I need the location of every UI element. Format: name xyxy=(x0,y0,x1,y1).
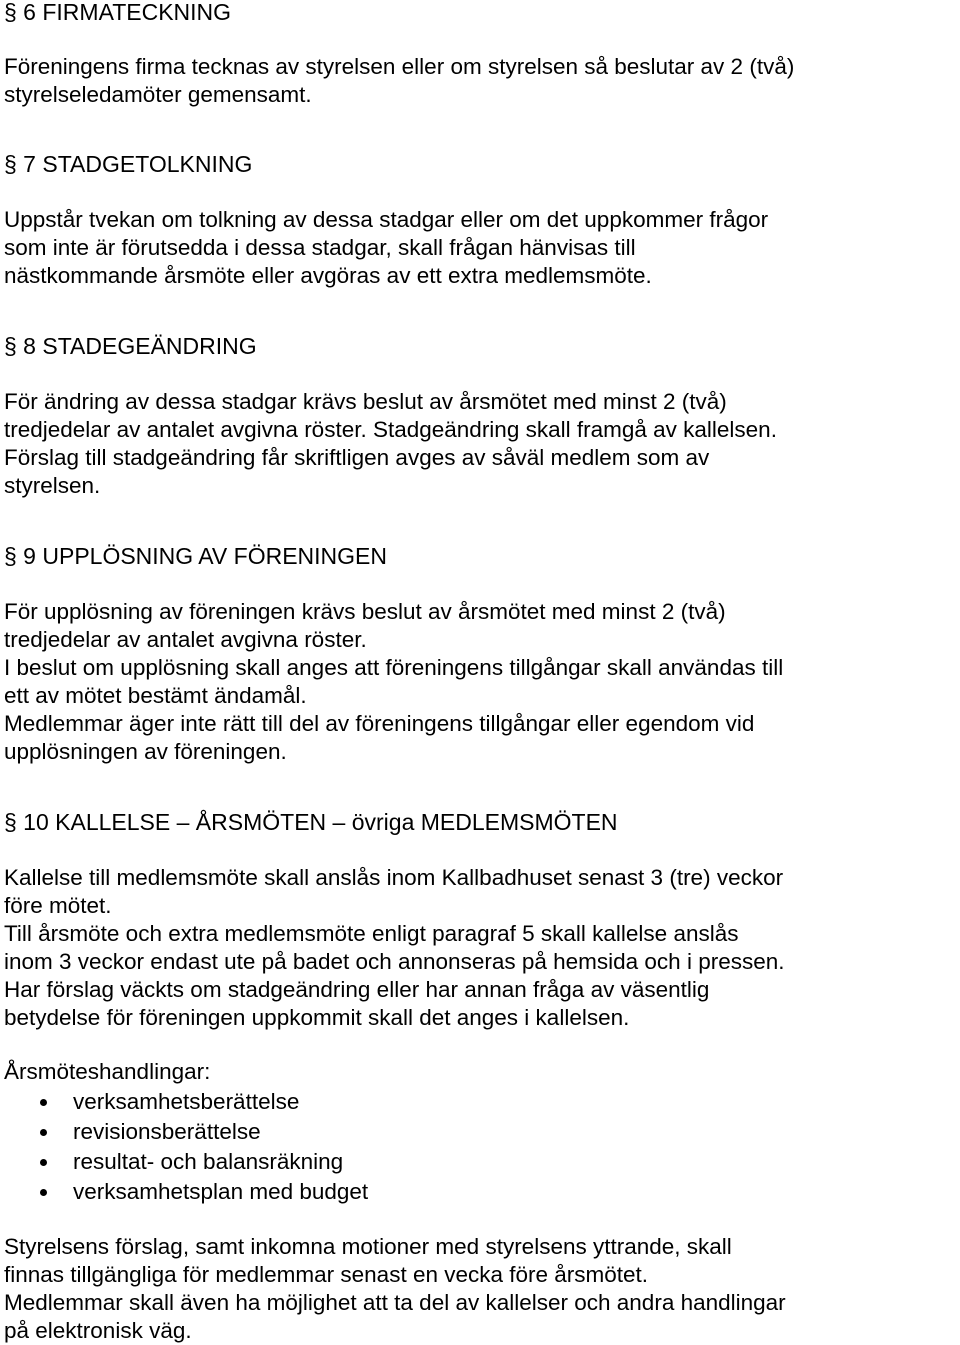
text-line: I beslut om upplösning skall anges att föreningens tillgångar skall användas till xyxy=(4,655,784,680)
text-line: tredjedelar av antalet avgivna röster. Stadgeändring skall framgå av kallelsen. xyxy=(4,417,777,442)
text-line: Medlemmar äger inte rätt till del av föreningens tillgångar eller egendom vid xyxy=(4,711,755,736)
text-line: betydelse för föreningen uppkommit skall det anges i kallelsen. xyxy=(4,1005,630,1030)
bullet-icon xyxy=(40,1129,47,1136)
text-line: Förslag till stadgeändring får skriftligen avges av såväl medlem som av xyxy=(4,445,710,470)
bullet-icon xyxy=(40,1099,47,1106)
list-item-text: resultat- och balansräkning xyxy=(73,1149,344,1174)
text-line: nästkommande årsmöte eller avgöras av ett extra medlemsmöte. xyxy=(4,263,652,288)
text-line: upplösningen av föreningen. xyxy=(4,739,287,764)
documents-label xyxy=(4,1058,956,1086)
list-item-text: verksamhetsberättelse xyxy=(73,1089,300,1114)
list-item-text: revisionsberättelse xyxy=(73,1119,261,1144)
text-line: ett av mötet bestämt ändamål. xyxy=(4,683,307,708)
list-item xyxy=(4,1147,368,1177)
section-9-body xyxy=(4,598,956,766)
section-10-heading: § 10 KALLELSE – ÅRSMÖTEN – övriga MEDLEMSMÖTEN xyxy=(4,809,618,835)
text-line: Har förslag väckts om stadgeändring eller har annan fråga av väsentlig xyxy=(4,977,710,1002)
section-8-body xyxy=(4,388,956,500)
bullet-icon xyxy=(40,1159,47,1166)
text-line: före mötet. xyxy=(4,893,112,918)
text-line: Styrelsens förslag, samt inkomna motioner med styrelsens yttrande, skall xyxy=(4,1234,732,1259)
list-item xyxy=(4,1087,368,1117)
text-line: som inte är förutsedda i dessa stadgar, skall frågan hänvisas till xyxy=(4,235,636,260)
section-7-heading: § 7 STADGETOLKNING xyxy=(4,151,253,177)
list-item xyxy=(4,1117,368,1147)
text-line: finnas tillgängliga för medlemmar senast en vecka före årsmötet. xyxy=(4,1262,649,1287)
text-line: styrelseledamöter gemensamt. xyxy=(4,82,312,107)
list-item xyxy=(4,1177,368,1207)
closing-paragraph xyxy=(4,1233,956,1345)
list-item-text: verksamhetsplan med budget xyxy=(73,1179,369,1204)
text-line: Medlemmar skall även ha möjlighet att ta del av kallelser och andra handlingar xyxy=(4,1290,786,1315)
text-line: Föreningens firma tecknas av styrelsen eller om styrelsen så beslutar av 2 (två) xyxy=(4,54,795,79)
section-10-body xyxy=(4,864,956,1032)
text-line: Kallelse till medlemsmöte skall anslås inom Kallbadhuset senast 3 (tre) veckor xyxy=(4,865,784,890)
bullet-icon xyxy=(40,1189,47,1196)
section-7-body xyxy=(4,206,956,290)
section-9-heading: § 9 UPPLÖSNING AV FÖRENINGEN xyxy=(4,543,388,569)
section-8-heading: § 8 STADEGEÄNDRING xyxy=(4,333,257,359)
documents-label-text: Årsmöteshandlingar: xyxy=(4,1059,211,1084)
documents-list xyxy=(4,1087,368,1207)
text-line: För upplösning av föreningen krävs beslut av årsmötet med minst 2 (två) xyxy=(4,599,726,624)
text-line: inom 3 veckor endast ute på badet och annonseras på hemsida och i pressen. xyxy=(4,949,785,974)
text-line: tredjedelar av antalet avgivna röster. xyxy=(4,627,367,652)
text-line: För ändring av dessa stadgar krävs beslut av årsmötet med minst 2 (två) xyxy=(4,389,727,414)
text-line: Uppstår tvekan om tolkning av dessa stadgar eller om det uppkommer frågor xyxy=(4,207,769,232)
section-6-body xyxy=(4,53,956,109)
text-line: Till årsmöte och extra medlemsmöte enligt paragraf 5 skall kallelse anslås xyxy=(4,921,739,946)
text-line: på elektronisk väg. xyxy=(4,1318,192,1343)
text-line: styrelsen. xyxy=(4,473,101,498)
section-6-heading: § 6 FIRMATECKNING xyxy=(4,0,232,25)
